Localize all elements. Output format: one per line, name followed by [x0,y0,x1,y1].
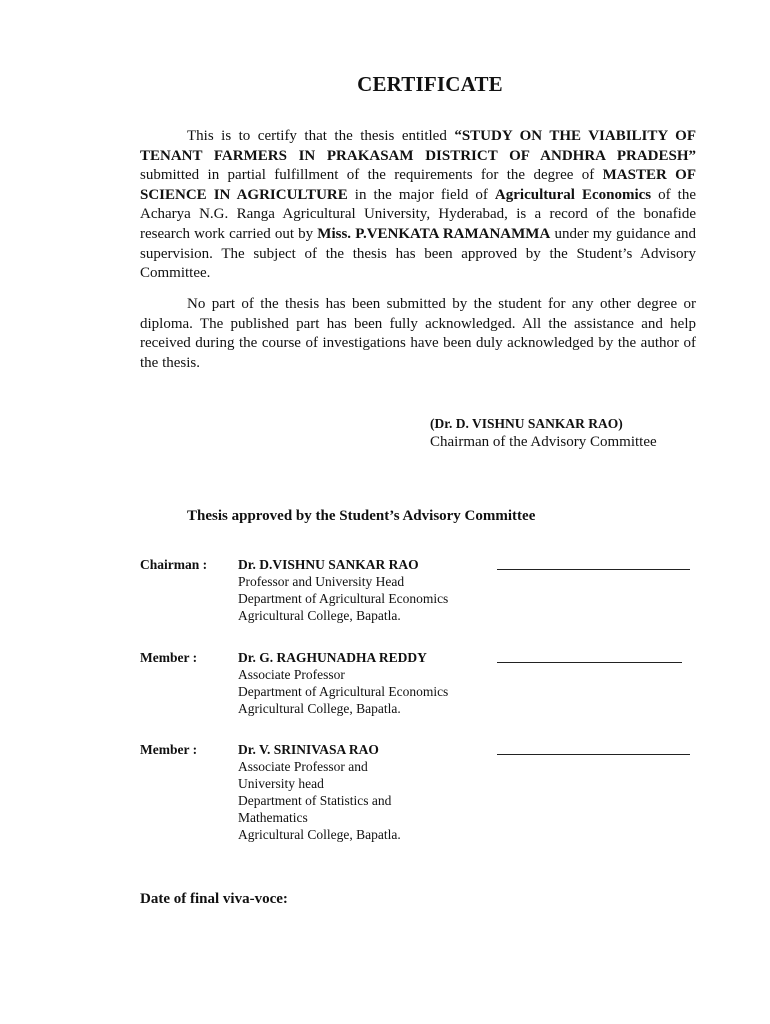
para1-text-3: in the major field of [347,186,495,203]
member-detail-line: Professor and University Head [238,574,405,589]
signature-line [497,662,682,663]
para1-text-1: This is to certify that the thesis entitled [187,128,455,144]
signatory-designation: Chairman of the Advisory Committee [430,434,657,450]
student-name: Miss. P.VENKATA RAMANAMMA [317,225,551,242]
degree-name: MASTER OF SCIENCE IN AGRICULTURE [140,167,697,203]
signature-line [497,569,690,570]
member-detail-line: Associate Professor and [238,759,368,774]
member-detail-line: Department of Statistics and [238,793,392,808]
para1-text-5: under my guidance and supervision. The subject of the thesis has been approved by the Student’s Advisory Committee. [140,225,696,282]
signatory-name: (Dr. D. VISHNU SANKAR RAO) [430,416,623,431]
member-detail-line: Agricultural College, Bapatla. [238,827,401,842]
para1-text-2: submitted in partial fulfillment of the requirements for the degree of [140,167,603,184]
viva-voce-date-label: Date of final viva-voce: [140,891,288,907]
member-detail-line: Department of Agricultural Economics [238,591,449,606]
member-detail-line: University head [238,776,324,791]
thesis-title: “STUDY ON THE VIABILITY OF TENANT FARMERS IN PRAKASAM DISTRICT OF ANDHRA PRADESH” [140,128,696,164]
declaration-paragraph: No part of the thesis has been submitted by the student for any other degree or diploma. The published part has been fully acknowledged. All the assistance and help received during the course of investigations have been duly acknowledged by the author of the thesis. [140,296,696,371]
member-detail-line: Agricultural College, Bapatla. [238,701,401,716]
signature-line [497,754,690,755]
major-field: Agricultural Economics [494,186,652,203]
committee-heading: Thesis approved by the Student’s Advisory Committee [187,508,536,524]
member-role: Chairman : [140,557,208,572]
para1-text-4: of the Acharya N.G. Ranga Agricultural University, Hyderabad, is a record of the bonafide research work carried out by [140,186,696,242]
member-detail-line: Department of Agricultural Economics [238,684,449,699]
member-detail-line: Associate Professor [238,667,345,682]
member-role: Member : [140,650,198,665]
member-role: Member : [140,742,198,757]
page-title: CERTIFICATE [357,72,503,96]
member-detail-line: Mathematics [238,810,308,825]
member-name: Dr. G. RAGHUNADHA REDDY [238,650,427,665]
certification-paragraph [140,127,696,284]
member-details [238,556,498,624]
member-name: Dr. D.VISHNU SANKAR RAO [238,557,419,572]
member-details [238,649,498,717]
member-details [238,741,498,843]
chairman-signature-block [430,414,657,452]
member-name: Dr. V. SRINIVASA RAO [238,742,379,757]
member-detail-line: Agricultural College, Bapatla. [238,608,401,623]
